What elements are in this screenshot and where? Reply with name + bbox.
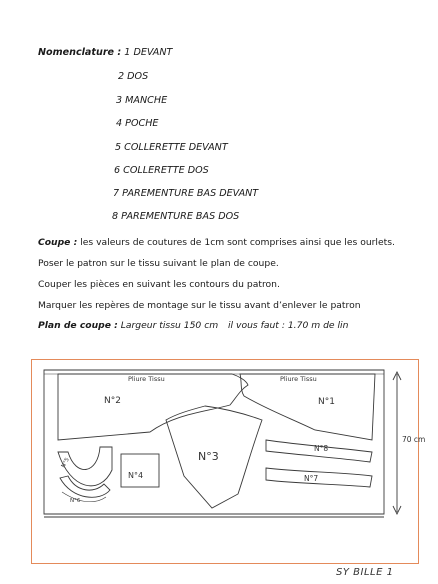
note-line-4: Marquer les repères de montage sur le tissu avant d’enlever le patron [38,300,361,311]
nomenclature-item-6: 6 COLLERETTE DOS [114,165,209,176]
fabric-needed: il vous faut : 1.70 m de lin [228,320,349,331]
piece-6-label: N°6 [70,498,81,504]
fold-label-left: Pliure Tissu [128,375,165,383]
nomenclature-item-2: 2 DOS [118,71,149,82]
piece-6-outline [60,476,110,497]
nomenclature-label: Nomenclature : [38,47,122,58]
nomenclature-item-3: 3 MANCHE [116,95,168,106]
nomenclature-item-5: 5 COLLERETTE DEVANT [115,142,228,153]
piece-7-outline [266,468,372,487]
signature: SY BILLE 1 [336,567,394,578]
piece-2-outline [58,374,248,440]
coupe-label: Coupe : [38,237,78,248]
nomenclature-item-7: 7 PAREMENTURE BAS DEVANT [113,188,259,199]
piece-4-label: N°4 [128,471,144,480]
note-line-3: Couper les pièces en suivant les contours du patron. [38,279,280,290]
piece-7-label: N°7 [304,474,319,483]
plan-width: Largeur tissu 150 cm [117,320,219,331]
piece-1-outline [240,374,375,440]
piece-8-label: N°8 [314,444,329,453]
nomenclature-item-8: 8 PAREMENTURE BAS DOS [112,211,240,222]
fabric-outline [44,370,384,514]
coupe-text: les valeurs de coutures de 1cm sont comprises ainsi que les ourlets. [77,237,395,248]
piece-2-label: N°2 [104,396,121,406]
piece-3-label: N°3 [198,450,219,463]
dimension-label: 70 cm [402,435,426,444]
piece-1-label: N°1 [318,397,335,407]
plan-label: Plan de coupe : [38,320,118,331]
note-line-2: Poser le patron sur le tissu suivant le plan de coupe. [38,258,279,269]
nomenclature-item-4: 4 POCHE [116,118,159,129]
piece-5-label: N°5 [60,457,71,469]
nomenclature-item-1: 1 DEVANT [124,47,173,58]
fold-label-right: Pliure Tissu [280,375,317,383]
